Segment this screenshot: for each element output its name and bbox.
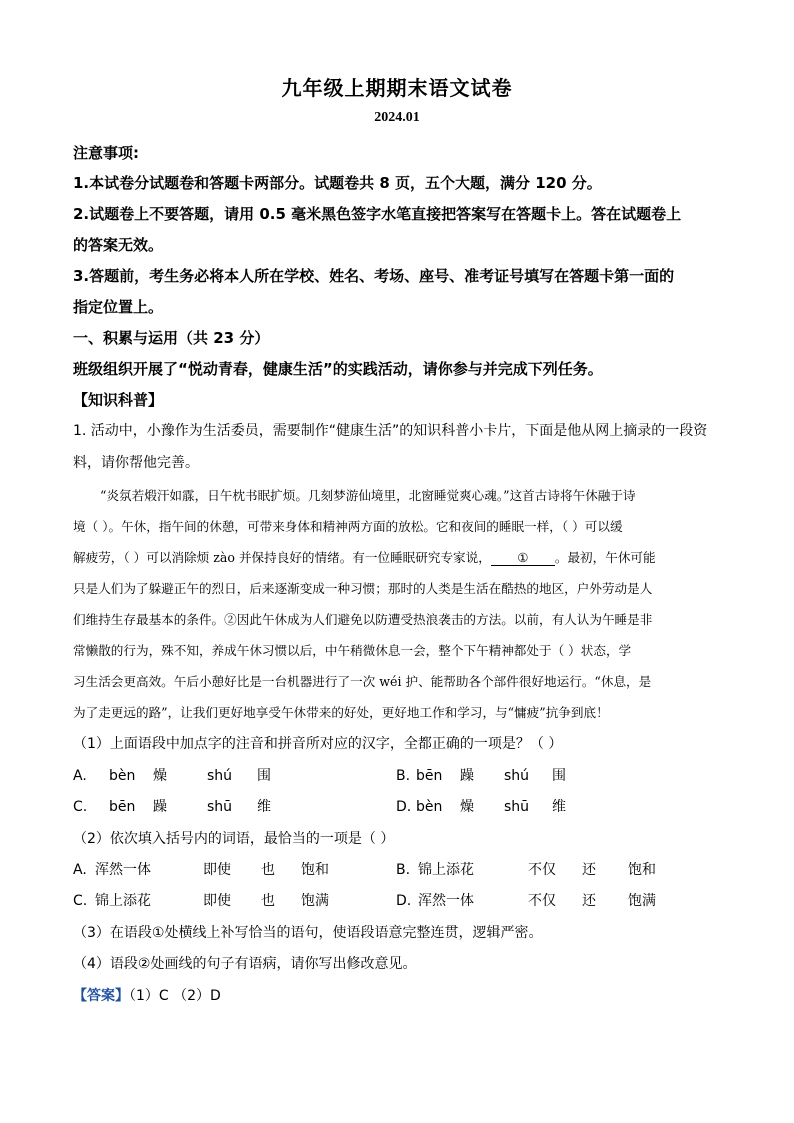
passage-line-8: 为了走更远的路”，让我们更好地享受午休带来的好处，更好地工作和学习，与“慵疲”抗争到底！ bbox=[73, 705, 609, 720]
passage-line-6: 常懒散的行为，殊不知，养成午休习惯以后，中午稍微休息一会，整个下午精神都处于（ ）状态，学 bbox=[73, 643, 632, 658]
sub1-option-c: C. bēn 躁 shū 维 bbox=[73, 799, 271, 815]
question-stem-line-2: 料，请你帮他完善。 bbox=[73, 455, 199, 471]
notice-heading: 注意事项: bbox=[73, 144, 139, 162]
notice-item-3-line-2: 指定位置上。 bbox=[73, 298, 164, 316]
sub-question-3: （3）在语段①处横线上补写恰当的语句，使语段语意完整连贯，逻辑严密。 bbox=[73, 925, 543, 941]
passage-line-7: 习生活会更高效。午后小憩好比是一台机器进行了一次 wéi 护、能帮助各个部件很好地运行。“休息，是 bbox=[73, 674, 652, 689]
passage-line-1: “炎氛若煅汗如霡，日午枕书眠扩烦。几刻梦游仙境里，北窗睡觉爽心魂。”这首古诗将午休融于诗 bbox=[100, 488, 636, 503]
passage-line-3-end: 。最初，午休可能 bbox=[554, 550, 656, 565]
answer-line bbox=[73, 985, 221, 1005]
sub1-option-a: A. bèn 燥 shú 围 bbox=[73, 768, 271, 784]
sub-question-2-prompt: （2）依次填入括号内的词语，最恰当的一项是（ ） bbox=[73, 831, 395, 847]
answer-tag: 【答案】 bbox=[73, 988, 129, 1004]
section-subheading: 【知识科普】 bbox=[73, 391, 164, 409]
sub1-option-b: B. bēn 躁 shú 围 bbox=[396, 768, 566, 784]
notice-item-2-line-1: 2.试题卷上不要答题，请用 0.5 毫米黑色签字水笔直接把答案写在答题卡上。答在试题卷上 bbox=[73, 205, 682, 223]
passage-line-5: 们维持生存最基本的条件。②因此午休成为人们避免以防遭受热浪袭击的方法。以前，有人认为午睡是非 bbox=[73, 612, 653, 627]
passage-line-4: 只是人们为了躲避正午的烈日，后来逐渐变成一种习惯；那时的人类是生活在酷热的地区，户外劳动是人 bbox=[73, 581, 653, 596]
sub-question-1-prompt: （1）上面语段中加点字的注音和拼音所对应的汉字，全都正确的一项是？（ ） bbox=[73, 736, 563, 752]
fill-blank-1: ① bbox=[491, 550, 555, 566]
notice-item-2-line-2: 的答案无效。 bbox=[73, 236, 164, 254]
page-title: 九年级上期期末语文试卷 bbox=[281, 76, 513, 100]
sub2-option-b: B. 锦上添花 不仅 还 饱和 bbox=[396, 862, 656, 878]
question-stem-line-1: 1. 活动中，小豫作为生活委员，需要制作“健康生活”的知识科普小卡片，下面是他从网上摘录的一段资 bbox=[73, 423, 708, 439]
sub2-option-c: C. 锦上添花 即使 也 饱满 bbox=[73, 893, 329, 909]
sub-question-4: （4）语段②处画线的句子有语病，请你写出修改意见。 bbox=[73, 956, 417, 972]
section-heading: 一、积累与运用（共 23 分） bbox=[73, 329, 270, 347]
sub2-option-a: A. 浑然一体 即使 也 饱和 bbox=[73, 862, 329, 878]
passage-line-3 bbox=[73, 547, 656, 566]
passage-line-3-start: 解疲劳，（ ）可以消除烦 zào 并保持良好的情绪。有一位睡眠研究专家说， bbox=[73, 550, 491, 565]
section-intro: 班级组织开展了“悦动青春，健康生活”的实践活动，请你参与并完成下列任务。 bbox=[73, 360, 603, 378]
sub2-option-d: D. 浑然一体 不仅 还 饱满 bbox=[396, 893, 656, 909]
sub1-option-d: D. bèn 燥 shū 维 bbox=[396, 799, 566, 815]
notice-item-1: 1.本试卷分试题卷和答题卡两部分。试题卷共 8 页，五个大题，满分 120 分。 bbox=[73, 174, 602, 192]
notice-item-3-line-1: 3.答题前，考生务必将本人所在学校、姓名、考场、座号、准考证号填写在答题卡第一面的 bbox=[73, 267, 675, 285]
exam-date: 2024.01 bbox=[374, 110, 420, 125]
answer-text: （1）C （2）D bbox=[129, 988, 221, 1004]
passage-line-2: 境（ ）。午休，指午间的休憩，可带来身体和精神两方面的放松。它和夜间的睡眠一样，（ ）可以缓 bbox=[73, 519, 623, 534]
